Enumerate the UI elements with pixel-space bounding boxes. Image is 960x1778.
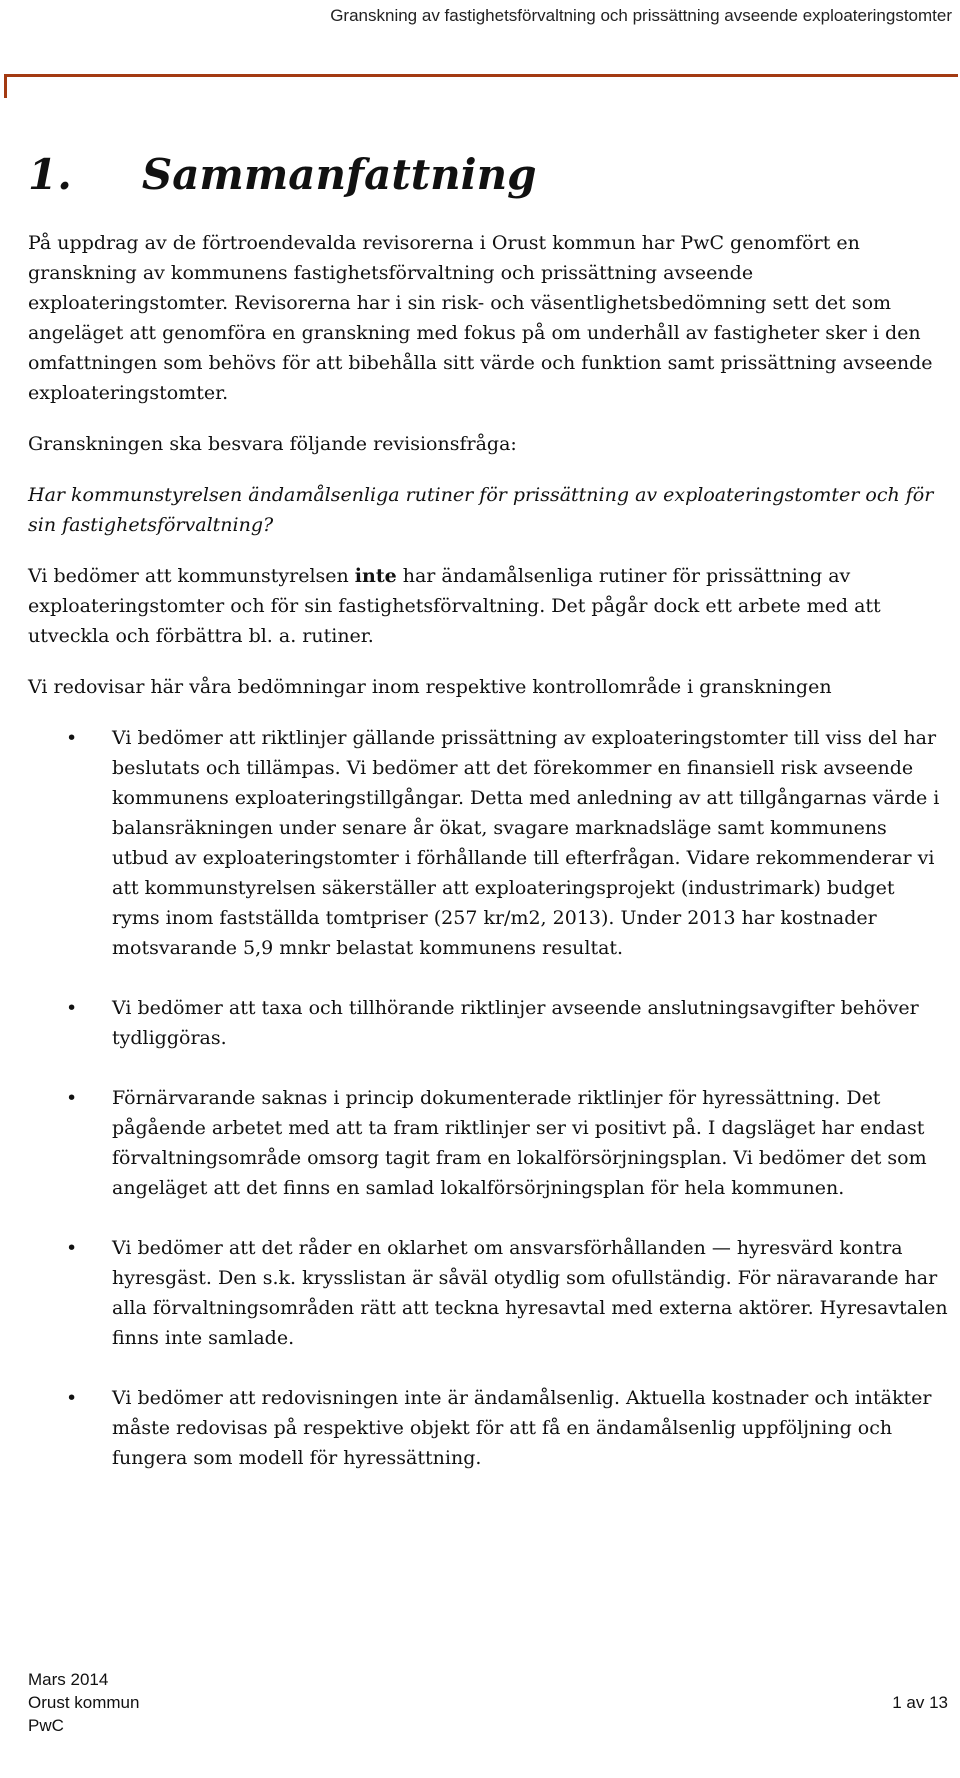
audit-question: Har kommunstyrelsen ändamålsenliga rutiner för prissättning av exploateringstomter och för sin fastighetsförvaltning?	[28, 484, 934, 537]
bullet-icon: •	[66, 1087, 78, 1110]
list-item	[28, 993, 948, 1053]
assessment-list	[28, 723, 948, 1473]
header-rule-tick	[4, 74, 7, 98]
list-item	[28, 1233, 948, 1353]
list-item	[28, 1383, 948, 1473]
list-item	[28, 1083, 948, 1203]
intro-paragraph: På uppdrag av de förtroendevalda revisorerna i Orust kommun har PwC genomfört en granskning av kommunens fastighetsförvaltning och prissättning avseende exploateringstomter. Revisorerna har i sin risk- och väsentlighetsbedömning sett det som angeläget att genomföra en granskning med fokus på om underhåll av fastigheter sker i den omfattningen som behövs för att bibehålla sitt värde och funktion samt prissättning avseende exploateringstomter.	[28, 232, 933, 405]
page-content	[28, 150, 948, 1503]
question-intro-paragraph: Granskningen ska besvara följande revisionsfråga:	[28, 433, 517, 456]
conclusion-text-end: har ändamålsenliga rutiner för prissättning av exploateringstomter och för sin fastighetsförvaltning. Det pågår dock ett arbete med att utveckla och förbättra bl. a. rutiner.	[28, 565, 881, 648]
list-item-text: Vi bedömer att riktlinjer gällande prissättning av exploateringstomter till viss del har beslutats och tillämpas. Vi bedömer att det förekommer en finansiell risk avseende kommunens exploateringstillgångar. Detta med anledning av att tillgångarnas värde i balansräkningen under senare år ökat, svagare marknadsläge samt kommunens utbud av exploateringstomter i förhållande till efterfrågan. Vidare rekommenderar vi att kommunstyrelsen säkerställer att exploateringsprojekt (industrimark) budget ryms inom fastställda tomtpriser (257 kr/m2, 2013). Under 2013 har kostnader motsvarande 5,9 mnkr belastat kommunens resultat.	[112, 727, 940, 960]
footer-organization: Orust kommun	[28, 1693, 140, 1712]
list-item	[28, 723, 948, 963]
section-title: Sammanfattning	[141, 150, 537, 199]
assessments-intro-paragraph: Vi redovisar här våra bedömningar inom respektive kontrollområde i granskningen	[28, 676, 832, 699]
bullet-icon: •	[66, 1237, 78, 1260]
list-item-text: Förnärvarande saknas i princip dokumenterade riktlinjer för hyressättning. Det pågående arbetet med att ta fram riktlinjer ser vi positivt på. I dagsläget har endast förvaltningsområde omsorg tagit fram en lokalförsörjningsplan. Vi bedömer det som angeläget att det finns en samlad lokalförsörjningsplan för hela kommunen.	[112, 1087, 927, 1200]
conclusion-paragraph	[28, 561, 948, 651]
footer-date: Mars 2014	[28, 1670, 109, 1689]
list-item-text: Vi bedömer att redovisningen inte är ändamålsenlig. Aktuella kostnader och intäkter måste redovisas på respektive objekt för att få en ändamålsenlig uppföljning och fungera som modell för hyressättning.	[112, 1387, 932, 1470]
bullet-icon: •	[66, 997, 78, 1020]
list-item-text: Vi bedömer att taxa och tillhörande riktlinjer avseende anslutningsavgifter behöver tydliggöras.	[112, 997, 919, 1050]
conclusion-emphasis: inte	[354, 565, 397, 588]
bullet-icon: •	[66, 1387, 78, 1410]
running-header: Granskning av fastighetsförvaltning och prissättning avseende exploateringstomter	[330, 6, 952, 25]
page-footer	[28, 1668, 948, 1737]
conclusion-text-start: Vi bedömer att kommunstyrelsen	[28, 565, 355, 588]
footer-author: PwC	[28, 1716, 64, 1735]
list-item-text: Vi bedömer att det råder en oklarhet om ansvarsförhållanden — hyresvärd kontra hyresgäst. Den s.k. krysslistan är såväl otydlig som ofullständig. För näravarande har alla förvaltningsområden rätt att teckna hyresavtal med externa aktörer. Hyresavtalen finns inte samlade.	[112, 1237, 948, 1350]
bullet-icon: •	[66, 727, 78, 750]
page-number: 1 av 13	[892, 1693, 948, 1712]
section-heading	[28, 150, 948, 200]
header-rule	[4, 74, 958, 77]
section-number: 1.	[28, 150, 72, 199]
